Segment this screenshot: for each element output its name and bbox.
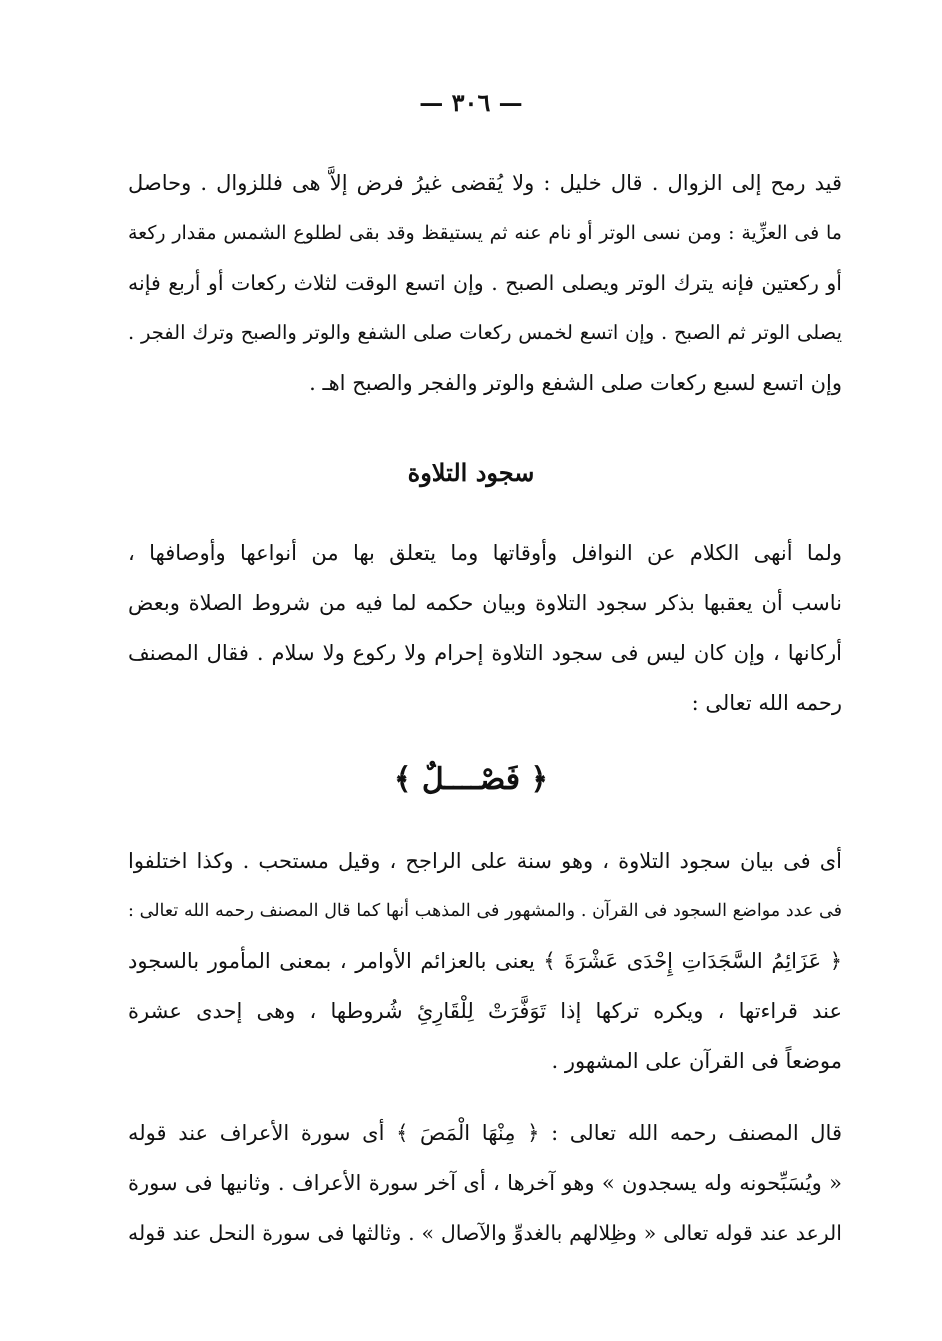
text-line: أركانها ، وإن كان ليس فى سجود التلاوة إحرام ولا ركوع ولا سلام . فقال المصنف — [128, 641, 842, 665]
text-line: ﴿ عَزَائِمُ السَّجَدَاتِ إِحْدَى عَشْرَةَ ﴾ يعنى بالعزائم الأوامر ، بمعنى المأمور بالسجود — [128, 949, 842, 973]
text-line: الرعد عند قوله تعالى « وظِلالهم بالغدوِّ والآصال » . وثالثها فى سورة النحل عند قوله — [128, 1221, 842, 1245]
text-line: « ويُسَبِّحونه وله يسجدون » وهو آخرها ، أى آخر سورة الأعراف . وثانيها فى سورة — [128, 1171, 842, 1195]
text-line: ما فى العزِّية : ومن نسى الوتر أو نام عنه ثم يستيقظ وقد بقى لطلوع الشمس مقدار ركعة — [128, 222, 842, 244]
section-heading: سجود التلاوة — [407, 458, 535, 487]
text-line: رحمه الله تعالى : — [691, 691, 842, 715]
text-line: قال المصنف رحمه الله تعالى : ﴿ مِنْهَا الْمَصَ ﴾ أى سورة الأعراف عند قوله — [128, 1121, 842, 1145]
paragraph-sajdah-locations — [128, 1108, 842, 1258]
page-number: — ٣٠٦ — — [419, 88, 523, 117]
text-line: فى عدد مواضع السجود فى القرآن . والمشهور فى المذهب أنها كما قال المصنف رحمه الله تعالى : — [128, 901, 842, 921]
text-line: أى فى بيان سجود التلاوة ، وهو سنة على الراجح ، وقيل مستحب . وكذا اختلفوا — [128, 849, 842, 873]
text-line: يصلى الوتر ثم الصبح . وإن اتسع لخمس ركعات صلى الشفع والوتر والصبح وترك الفجر . — [128, 321, 842, 344]
text-line: موضعاً فى القرآن على المشهور . — [551, 1049, 842, 1073]
paragraph-introduction — [128, 528, 842, 728]
text-line: ناسب أن يعقبها بذكر سجود التلاوة وبيان حكمه لما فيه من شروط الصلاة وبعض — [128, 591, 842, 615]
paragraph-witr-timing — [128, 158, 842, 408]
paragraph-sajdah-ruling — [128, 836, 842, 1086]
text-line: أو ركعتين فإنه يترك الوتر ويصلى الصبح . وإن اتسع الوقت لثلاث ركعات أو أربع فإنه — [128, 271, 842, 295]
text-line: ولما أنهى الكلام عن النوافل وأوقاتها وما يتعلق بها من أنواعها وأوصافها ، — [128, 541, 842, 565]
text-line: وإن اتسع لسبع ركعات صلى الشفع والوتر والفجر والصبح اهـ . — [309, 371, 842, 395]
text-line: قيد رمح إلى الزوال . قال خليل : ولا يُقضى غيرُ فرض إلاَّ هى فللزوال . وحاصل — [128, 171, 842, 195]
text-line: عند قراءتها ، ويكره تركها إذا تَوَفَّرَتْ لِلْقَارِئِ شُروطها ، وهى إحدى عشرة — [128, 999, 842, 1023]
chapter-heading: ﴿ فَصْــــلٌ ﴾ — [393, 762, 549, 797]
